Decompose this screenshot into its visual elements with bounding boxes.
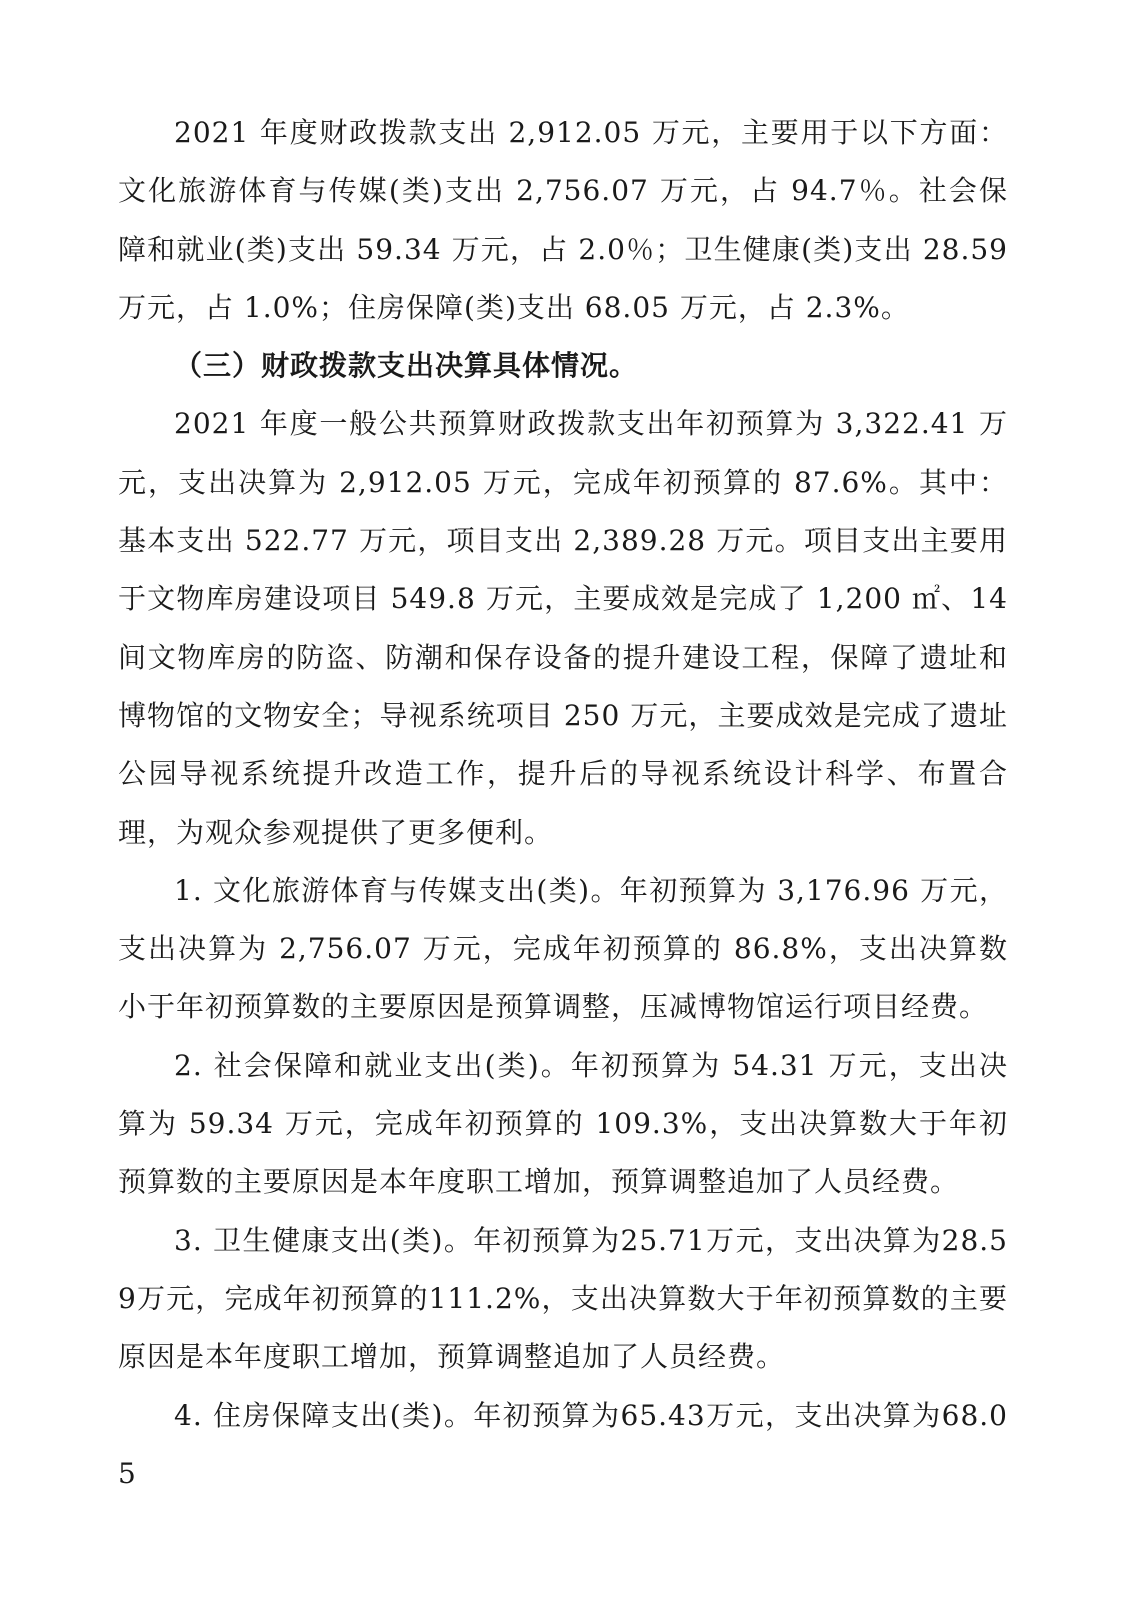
paragraph-item-4-housing: 4. 住房保障支出(类)。年初预算为65.43万元，支出决算为68.05 (118, 1398, 1008, 1490)
paragraph-item-1-culture: 1. 文化旅游体育与传媒支出(类)。年初预算为 3,176.96 万元，支出决算为 2,756.07 万元，完成年初预算的 86.8%，支出决算数小于年初预算数的主要原因是预算调整，压减博物馆运行项目经费。 (118, 873, 1008, 1024)
paragraph-expenditure-overview: 2021 年度财政拨款支出 2,912.05 万元，主要用于以下方面：文化旅游体育与传媒(类)支出 2,756.07 万元，占 94.7％。社会保障和就业(类)支出 59.34 万元，占 2.0％；卫生健康(类)支出 28.59 万元，占 1.0%；住房保障(类)支出 68.05 万元，占 2.3%。 (118, 116, 1008, 324)
document-page (118, 104, 1008, 1503)
paragraph-budget-details: 2021 年度一般公共预算财政拨款支出年初预算为 3,322.41 万元，支出决算为 2,912.05 万元，完成年初预算的 87.6%。其中：基本支出 522.77 万元，项目支出 2,389.28 万元。项目支出主要用于文物库房建设项目 549.8 万元，主要成效是完成了 1,200 ㎡、14 间文物库房的防盗、防潮和保存设备的提升建设工程，保障了遗址和博物馆的文物安全；导视系统项目 250 万元，主要成效是完成了遗址公园导视系统提升改造工作，提升后的导视系统设计科学、布置合理，为观众参观提供了更多便利。 (118, 407, 1008, 849)
section-heading-3: （三）财政拨款支出决算具体情况。 (174, 349, 639, 383)
paragraph-item-3-health: 3. 卫生健康支出(类)。年初预算为25.71万元，支出决算为28.59万元，完成年初预算的111.2%，支出决算数大于年初预算数的主要原因是本年度职工增加，预算调整追加了人员经费。 (118, 1223, 1008, 1374)
paragraph-item-2-social-security: 2. 社会保障和就业支出(类)。年初预算为 54.31 万元，支出决算为 59.34 万元，完成年初预算的 109.3%，支出决算数大于年初预算数的主要原因是本年度职工增加，预算调整追加了人员经费。 (118, 1048, 1008, 1199)
